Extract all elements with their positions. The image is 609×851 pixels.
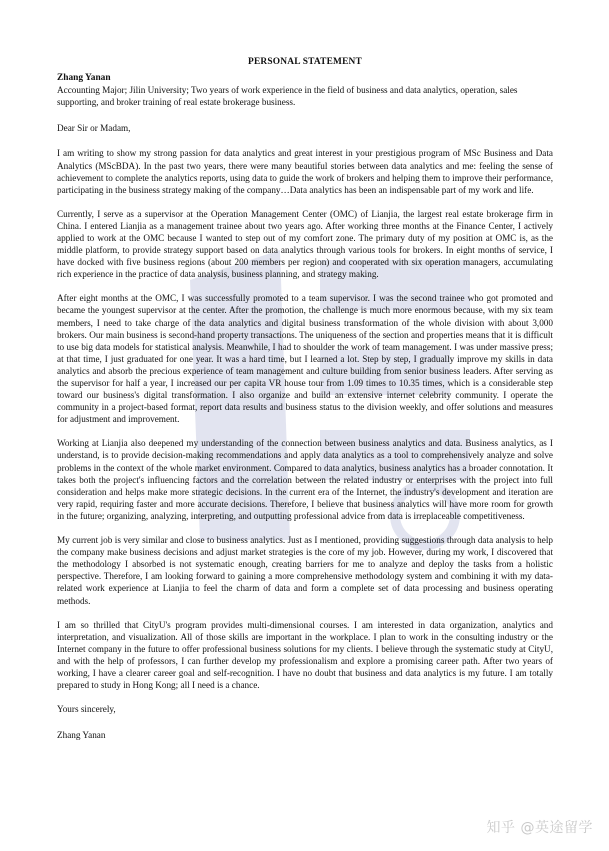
paragraph-program-fit: I am so thrilled that CityU's program provides multi-dimensional courses. I am interested in data organization, analytics and interpretation, and visualization. All of those skills are important in the workplace. I plan to work in the consulting industry or the Internet company in the future to offer professional business solutions for my clients. I believe through the systematic study at CityU, and with the help of professors, I can further develop my professionalism and explore a promising career path. After two years of working, I have a clearer career goal and self-recognition. I have no doubt that business and data analytics is my future. I am totally prepared to study in Hong Kong; all I need is a chance.	[57, 619, 553, 691]
page-title: PERSONAL STATEMENT	[248, 57, 362, 67]
paragraph-motivation: My current job is very similar and close to business analytics. Just as I mentioned, providing suggestions through data analysis to help the company make business decisions and adjust market strategies is the core of my job. However, during my work, I discovered that the methodology I absorbed is not systematic enough, creating barriers for me to analyze and deploy the tasks from a holistic perspective. Therefore, I am looking forward to gaining a more comprehensive methodology system and combining it with my data-related work experience at Lianjia to feel the charm of data and form a complete set of data processing and business operating methods.	[57, 535, 553, 606]
paragraph-business-analytics: Working at Lianjia also deepened my understanding of the connection between business analytics and data. Business analytics, as I understand, is to provide decision-making recommendations and apply data analytics as a tool to comprehensively analyze and solve problems in the context of the whole market environment. Compared to data analytics, business analytics has a broader connotation. It takes both the project's influencing factors and the correlation between the related industry or enterprises with the project into full consideration and helps make more strategic decisions. In the current era of the Internet, the industry's development and iteration are very rapid, requiring faster and more accurate decisions. Therefore, I believe that business analytics will have more room for growth in the future; organizing, analyzing, interpreting, and outputting professional advice from data is irreplaceable competitiveness.	[57, 438, 553, 521]
signature-name: Zhang Yanan	[57, 730, 106, 741]
statement-body	[57, 56, 553, 741]
paragraph-current-role: Currently, I serve as a supervisor at the Operation Management Center (OMC) of Lianjia, the largest real estate brokerage firm in China. I entered Lianjia as a management trainee about two years ago. After working three months at the Finance Center, I actively applied to work at the OMC because I wanted to step out of my comfort zone. The primary duty of my position at OMC is, as the middle platform, to provide strategy support based on data analytics through various tools for brokers. In eight months of service, I have docked with five business regions (about 200 members per region) and cooperated with six operation managers, accumulating rich experience in the practice of data analysis, business planning, and strategy making.	[57, 208, 553, 280]
salutation: Dear Sir or Madam,	[57, 123, 131, 134]
source-watermark-text: 知乎 @英途留学	[486, 820, 593, 836]
paragraph-intro: I am writing to show my strong passion for data analytics and great interest in your prestigious program of MSc Business and Data Analytics (MScBDA). In the past two years, there were many beautiful stories between data analytics and me: feeling the sense of achievement to complete the analytics reports, using data to guide the work of brokers and helping them to improve their performance, participating in the business strategy making of the company…Data analytics has been an indispensable part of my work and life.	[57, 148, 553, 195]
author-name: Zhang Yanan	[57, 73, 111, 83]
author-summary: Accounting Major; Jilin University; Two years of work experience in the field of business and data analytics, operation, sales supporting, and broker training of real estate brokerage business.	[57, 85, 518, 108]
paragraph-promotion: After eight months at the OMC, I was successfully promoted to a team supervisor. I was the second trainee who got promoted and became the youngest supervisor at the center. After the promotion, the challenge is much more enormous because, with my six team members, I need to take charge of the data analytics and digital business transformation of the whole division with about 3,000 brokers. Our main business is second-hand property transactions. The uniqueness of the section and properties means that it is difficult to use big data models for statistical analysis. Meanwhile, I had to shoulder the work of team management. I was under massive press; at that time, I just graduated for one year. It was a hard time, but I learned a lot. Step by step, I gradually improve my skills in data analytics and absorb the precious experience of team management and culture building from senior business leaders. After serving as the supervisor for half a year, I increased our per capita VR house tour from 1.09 times to 10.35 times, which is a considerable step toward our business's digital transformation. I also organize and build an extensive internet celebrity community. I operate the community in a project-based format, report data results and business status to the division weekly, and offer solutions and measures for adjustment and improvement.	[57, 293, 553, 425]
closing-line: Yours sincerely,	[57, 704, 116, 715]
